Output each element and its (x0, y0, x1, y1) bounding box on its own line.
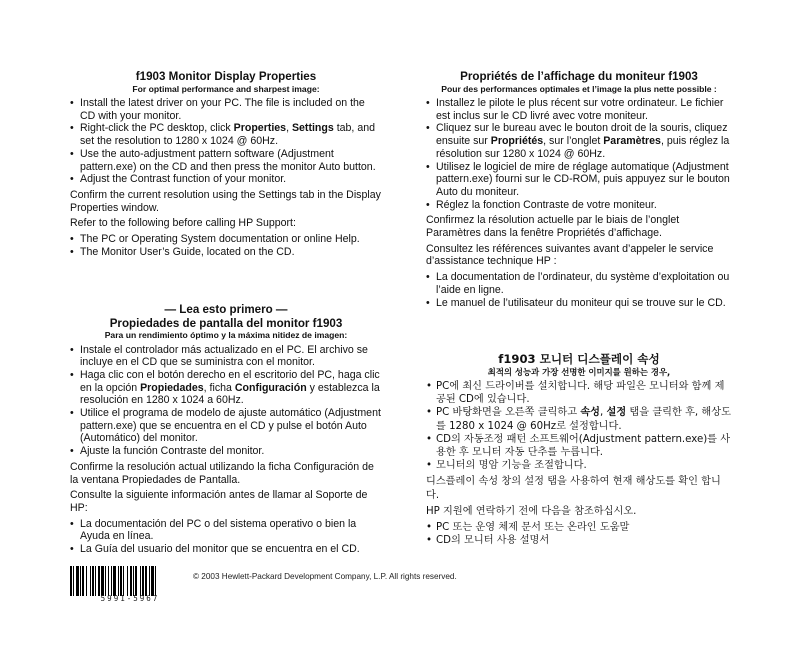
bold-term: Paramètres (603, 135, 661, 148)
english-refer-paragraph: Refer to the following before calling HP Support: (70, 217, 296, 230)
korean-bullet-driver: • PC에 최신 드라이버를 설치합니다. 해당 파일은 모니터와 함께 제공된 CD에 있습니다. (426, 380, 732, 406)
text: , puis réglez la résolution sur 1280 x 1024 @ 60Hz. (436, 135, 730, 160)
barcode-bar (70, 566, 72, 596)
spanish-ref-docs: • La documentación del PC o del sistema operativo o bien la Ayuda en línea. (70, 518, 382, 543)
barcode-number: 5991-5967 (100, 594, 160, 603)
english-bullet-driver: • Install the latest driver on your PC. The file is included on the CD with your monitor. (70, 97, 382, 122)
french-confirm-paragraph: Confirmez la résolution actuelle par le biais de l’onglet Paramètres dans la fenêtre Propriétés d’affichage. (426, 214, 680, 240)
barcode-bar (108, 566, 109, 596)
french-setup-list (426, 97, 732, 211)
english-subtitle: For optimal performance and sharpest image: (132, 83, 320, 94)
copyright-notice: © 2003 Hewlett-Packard Development Company, L.P. All rights reserved. (193, 572, 457, 581)
barcode-bar (86, 566, 87, 596)
french-title: Propriétés de l’affichage du moniteur f1903 (460, 70, 698, 83)
text: , (286, 122, 292, 135)
text: 탭을 클릭한 후, 해상도를 1280 x 1024 @ 60Hz로 설정합니다. (436, 407, 731, 432)
french-bullet-contrast: • Réglez la fonction Contraste de votre moniteur. (426, 199, 732, 212)
spanish-ref-guide: • La Guía del usuario del monitor que se encuentra en el CD. (70, 543, 382, 556)
text: tab, and set the resolution to 1280 x 1024 @ 60Hz. (80, 122, 375, 148)
barcode-bar (111, 566, 112, 596)
barcode-bar (149, 566, 150, 596)
barcode-bar (130, 566, 132, 596)
spanish-bullet-auto-adjust: • Utilice el programa de modelo de ajuste automático (Adjustment pattern.exe) que se encuentra en el CD y pulse el botón Auto (Automático) del monitor. (70, 407, 382, 445)
french-bullet-resolution (426, 122, 732, 160)
english-section (70, 70, 382, 258)
text: , (600, 407, 607, 419)
french-refer-paragraph: Consultez les références suivantes avant d’appeler le service d’assistance technique HP : (426, 242, 714, 268)
text: Cliquez sur le bureau avec le bouton droit de la souris, cliquez ensuite sur (436, 122, 728, 148)
korean-confirm-paragraph: 디스플레이 속성 창의 설정 탭을 사용하여 현재 해상도를 확인 합니다. (426, 476, 721, 501)
korean-setup-list (426, 380, 732, 472)
spanish-bullet-contrast: • Ajuste la función Contraste del monitor. (70, 445, 382, 458)
text: , ficha (203, 381, 235, 394)
barcode-bar (145, 566, 147, 596)
barcode-bar (76, 566, 79, 596)
spanish-pre-title: — Lea esto primero — (164, 303, 288, 316)
barcode-bar (73, 566, 74, 596)
english-title: f1903 Monitor Display Properties (135, 70, 317, 83)
english-bullet-contrast: • Adjust the Contrast function of your monitor. (70, 173, 382, 186)
spanish-title: Propiedades de pantalla del monitor f1903 (109, 316, 343, 330)
barcode-bar (113, 566, 116, 596)
korean-title: f1903 모니터 디스플레이 속성 (498, 352, 660, 366)
barcode-bar (123, 566, 124, 596)
bold-term: Propiedades (140, 381, 204, 394)
bold-term: Properties (233, 122, 287, 135)
text: y establezca la resolución en 1280 x 1024 a 60Hz. (80, 381, 380, 407)
korean-ref-docs: • PC 또는 운영 체제 문서 또는 온라인 도움말 (426, 521, 732, 534)
french-ref-docs: • La documentation de l’ordinateur, du système d’exploitation ou l’aide en ligne. (426, 271, 732, 296)
english-ref-docs: • The PC or Operating System documentation or online Help. (70, 233, 382, 246)
barcode-bar (101, 566, 104, 596)
barcode-bar (98, 566, 100, 596)
french-section (426, 70, 732, 309)
bold-term: Settings (291, 122, 334, 135)
barcode-bar (118, 566, 119, 596)
barcode-bar (105, 566, 106, 596)
english-reference-list (70, 233, 382, 258)
korean-ref-guide: • CD의 모니터 사용 설명서 (426, 534, 732, 547)
bold-term: 설정 (606, 407, 627, 419)
barcode-bar (142, 566, 144, 596)
french-bullet-auto-adjust: • Utilisez le logiciel de mire de réglage automatique (Adjustment pattern.exe) fourni sur le CD-ROM, puis appuyez sur le bouton Auto du moniteur. (426, 161, 732, 199)
bold-term: 속성 (580, 407, 600, 419)
text: Haga clic con el botón derecho en el escritorio del PC, haga clic en la opción (80, 368, 380, 394)
spanish-confirm-paragraph: Confirme la resolución actual utilizando la ficha Configuración de la ventana Propiedades de Pantalla. (70, 460, 374, 486)
spanish-reference-list (70, 518, 382, 556)
korean-subtitle: 최적의 성능과 가장 선명한 이미지를 원하는 경우, (487, 366, 671, 377)
text: , sur l’onglet (543, 135, 604, 148)
barcode-bar (127, 566, 128, 596)
barcode-bar (82, 566, 84, 596)
text: PC 바탕화면을 오른쪽 클릭하고 (436, 407, 581, 419)
barcode-bar (120, 566, 122, 596)
korean-bullet-auto-adjust: • CD의 자동조정 패턴 소프트웨어(Adjustment pattern.exe)를 사용한 후 모니터 자동 단추를 누릅니다. (426, 433, 732, 459)
english-bullet-auto-adjust: • Use the auto-adjustment pattern software (Adjustment pattern.exe) on the CD and then press the monitor Auto button. (70, 148, 382, 173)
french-bullet-driver: • Installez le pilote le plus récent sur votre ordinateur. Le fichier est inclus sur le CD livré avec votre moniteur. (426, 97, 732, 122)
english-setup-list (70, 97, 382, 186)
barcode-bar (151, 566, 154, 596)
barcode-bar (155, 566, 156, 596)
english-ref-guide: • The Monitor User’s Guide, located on the CD. (70, 246, 382, 259)
barcode-bar (140, 566, 141, 596)
barcode (70, 566, 190, 596)
spanish-subtitle: Para un rendimiento óptimo y la máxima nitidez de imagen: (104, 330, 348, 340)
french-subtitle: Pour des performances optimales et l’image la plus nette possible : (441, 83, 717, 94)
barcode-bar (80, 566, 81, 596)
spanish-bullet-driver: • Instale el controlador más actualizado en el PC. El archivo se incluye en el CD que se suministra con el monitor. (70, 344, 382, 369)
barcode-bar (92, 566, 94, 596)
barcode-bar (95, 566, 96, 596)
bold-term: Configuración (234, 381, 307, 394)
korean-bullet-resolution (426, 406, 732, 432)
barcode-bar (133, 566, 134, 596)
bold-term: Propriétés (490, 135, 544, 148)
english-confirm-paragraph: Confirm the current resolution using the Settings tab in the Display Properties window. (70, 188, 381, 214)
english-bullet-resolution (70, 122, 382, 147)
korean-reference-list (426, 521, 732, 547)
korean-refer-paragraph: HP 지원에 연락하기 전에 다음을 참조하십시오. (426, 505, 637, 517)
french-ref-guide: • Le manuel de l’utilisateur du moniteur qui se trouve sur le CD. (426, 297, 732, 310)
spanish-refer-paragraph: Consulte la siguiente información antes de llamar al Soporte de HP: (70, 489, 368, 514)
korean-bullet-contrast: • 모니터의 명암 기능을 조절합니다. (426, 459, 732, 472)
barcode-bar (90, 566, 91, 596)
barcode-bar (135, 566, 137, 596)
spanish-bullet-resolution (70, 369, 382, 407)
french-reference-list (426, 271, 732, 309)
spanish-section (70, 303, 382, 556)
text: Right-click the PC desktop, click (80, 122, 234, 135)
spanish-setup-list (70, 344, 382, 458)
korean-section (426, 353, 732, 547)
